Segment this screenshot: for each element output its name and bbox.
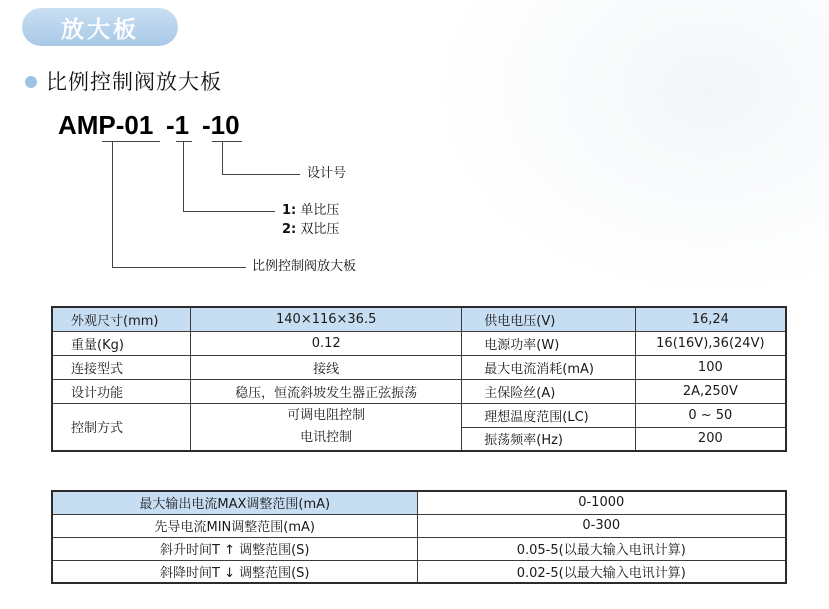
adjust-value: 0.05-5(以最大输入电讯计算)	[417, 537, 786, 560]
control-method-1: 可调电阻控制	[287, 407, 366, 423]
option-1-text: 单比压	[300, 203, 340, 218]
spec-key: 连接型式	[52, 355, 191, 379]
spec-value: 16,24	[635, 307, 786, 331]
model-code-base: AMP-01	[58, 110, 154, 140]
spec-table	[51, 306, 787, 452]
table-row	[52, 355, 786, 379]
spec-value: 0 ~ 50	[635, 403, 786, 427]
table-row	[52, 403, 786, 427]
leader-option-h	[183, 211, 275, 212]
spec-key: 最大电流消耗(mA)	[462, 355, 635, 379]
spec-value: 16(16V),36(24V)	[635, 331, 786, 355]
bullet-icon	[25, 76, 37, 88]
underline-option	[176, 141, 192, 142]
adjustment-table	[51, 490, 787, 584]
spec-value	[191, 403, 462, 451]
model-code-option: -1	[166, 110, 190, 140]
spec-key: 电源功率(W)	[462, 331, 635, 355]
leader-base-v	[112, 141, 113, 267]
spec-key: 理想温度范围(LC)	[462, 403, 635, 427]
adjust-label: 斜降时间T ↓ 调整范围(S)	[52, 560, 417, 583]
leader-design-h	[222, 174, 300, 175]
underline-design	[212, 141, 242, 142]
adjust-value: 0.02-5(以最大输入电讯计算)	[417, 560, 786, 583]
table-row	[52, 491, 786, 514]
leader-option-v	[183, 141, 184, 211]
option-2-text: 双比压	[300, 222, 340, 237]
design-number-label: 设计号	[307, 166, 347, 181]
adjust-label: 最大输出电流MAX调整范围(mA)	[52, 491, 417, 514]
spec-key: 控制方式	[52, 403, 191, 451]
option-2-label	[282, 222, 339, 238]
adjust-label: 先导电流MIN调整范围(mA)	[52, 514, 417, 537]
underline-base	[102, 141, 160, 142]
spec-value: 200	[635, 427, 786, 451]
spec-key: 主保险丝(A)	[462, 379, 635, 403]
option-2-code: 2:	[282, 222, 297, 237]
spec-key: 外观尺寸(mm)	[52, 307, 191, 331]
base-model-label: 比例控制阀放大板	[252, 259, 357, 274]
adjust-value: 0-300	[417, 514, 786, 537]
spec-value: 100	[635, 355, 786, 379]
leader-base-h	[112, 267, 246, 268]
table-row	[52, 514, 786, 537]
table-row	[52, 331, 786, 355]
spec-value: 140×116×36.5	[191, 307, 462, 331]
spec-key: 设计功能	[52, 379, 191, 403]
spec-key: 重量(Kg)	[52, 331, 191, 355]
adjust-value: 0-1000	[417, 491, 786, 514]
spec-value: 接线	[191, 355, 462, 379]
leader-design-v	[222, 141, 223, 174]
control-method-2: 电讯控制	[300, 429, 353, 445]
spec-value: 稳压，恒流斜坡发生器正弦振荡	[191, 379, 462, 403]
option-1-code: 1:	[282, 203, 297, 218]
model-code-design: -10	[202, 110, 240, 140]
spec-value: 2A,250V	[635, 379, 786, 403]
spec-key: 振荡频率(Hz)	[462, 427, 635, 451]
table-row	[52, 560, 786, 583]
spec-value: 0.12	[191, 331, 462, 355]
option-1-label	[282, 203, 339, 219]
table-row	[52, 307, 786, 331]
adjust-label: 斜升时间T ↑ 调整范围(S)	[52, 537, 417, 560]
table-row	[52, 537, 786, 560]
section-subtitle: 比例控制阀放大板	[46, 70, 222, 94]
spec-key: 供电电压(V)	[462, 307, 635, 331]
table-row	[52, 379, 786, 403]
section-header-badge: 放大板	[22, 8, 178, 46]
background-glow	[430, 0, 829, 300]
